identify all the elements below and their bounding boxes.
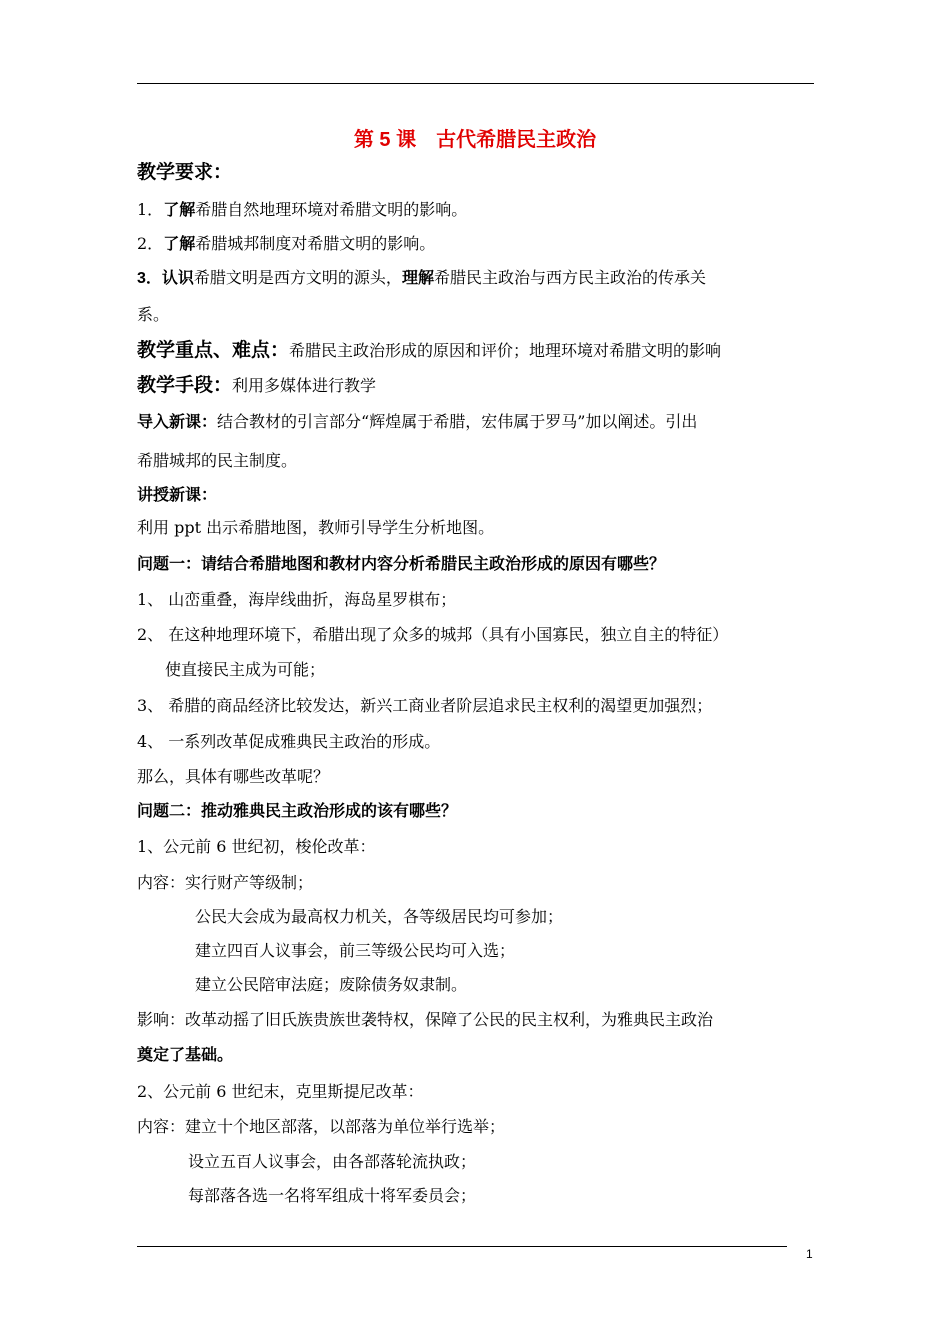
cleisthenes-content-1: 内容：建立十个地区部落，以部落为单位举行选举； (137, 1117, 506, 1136)
intro-heading: 导入新课： (137, 414, 218, 431)
solon-content-4: 建立公民陪审法庭；废除债务奴隶制。 (195, 975, 468, 994)
focus-line: 教学重点、难点：希腊民主政治形成的原因和评价；地理环境对希腊文明的影响 (137, 340, 722, 361)
header-rule (137, 83, 814, 84)
intro-line: 导入新课：结合教材的引言部分“辉煌属于希腊，宏伟属于罗马”加以阐述。引出 (137, 412, 698, 431)
requirement-2: 2．了解希腊城邦制度对希腊文明的影响。 (137, 234, 436, 253)
means-line: 教学手段：利用多媒体进行教学 (137, 375, 377, 396)
solon-content-1: 内容：实行财产等级制； (137, 873, 314, 892)
question-1-item-4: 4、 一系列改革促成雅典民主政治的形成。 (137, 732, 441, 751)
page-number: 1 (806, 1247, 813, 1261)
footer-rule (137, 1246, 787, 1247)
requirement-3: 3．认识希腊文明是西方文明的源头，理解希腊民主政治与西方民主政治的传承关 (137, 268, 706, 287)
means-heading: 教学手段： (137, 375, 233, 396)
question-1-item-2: 2、 在这种地理环境下，希腊出现了众多的城邦（具有小国寡民，独立自主的特征） (137, 625, 729, 644)
page-title: 第 5 课 古代希腊民主政治 (353, 129, 597, 151)
lecture-text: 利用 ppt 出示希腊地图，教师引导学生分析地图。 (137, 518, 495, 537)
focus-heading: 教学重点、难点： (137, 340, 290, 361)
requirements-heading: 教学要求： (137, 162, 233, 183)
solon-content-2: 公民大会成为最高权力机关，各等级居民均可参加； (195, 907, 564, 926)
requirement-3-cont: 系。 (137, 305, 170, 324)
intro-cont: 希腊城邦的民主制度。 (137, 451, 298, 470)
solon-impact-end: 奠定了基础。 (137, 1047, 234, 1064)
solon-title: 1、公元前 6 世纪初，梭伦改革： (137, 837, 376, 856)
question-2-heading: 问题二：推动雅典民主政治形成的该有哪些？ (137, 803, 458, 820)
question-1-item-1: 1、 山峦重叠，海岸线曲折，海岛星罗棋布； (137, 590, 457, 609)
solon-content-3: 建立四百人议事会，前三等级公民均可入选； (195, 941, 516, 960)
cleisthenes-content-2: 设立五百人议事会，由各部落轮流执政； (188, 1152, 477, 1171)
requirement-1: 1．了解希腊自然地理环境对希腊文明的影响。 (137, 200, 468, 219)
solon-impact: 影响：改革动摇了旧氏族贵族世袭特权，保障了公民的民主权利，为雅典民主政治 (137, 1010, 714, 1029)
question-1-item-2-cont: 使直接民主成为可能； (165, 660, 326, 679)
question-1-heading: 问题一：请结合希腊地图和教材内容分析希腊民主政治形成的原因有哪些？ (137, 556, 666, 573)
cleisthenes-title: 2、公元前 6 世纪末，克里斯提尼改革： (137, 1082, 424, 1101)
question-1-item-3: 3、 希腊的商品经济比较发达，新兴工商业者阶层追求民主权利的渴望更加强烈； (137, 696, 713, 715)
question-1-followup: 那么，具体有哪些改革呢？ (137, 767, 330, 786)
cleisthenes-content-3: 每部落各选一名将军组成十将军委员会； (188, 1186, 477, 1205)
lecture-heading: 讲授新课： (137, 487, 218, 504)
